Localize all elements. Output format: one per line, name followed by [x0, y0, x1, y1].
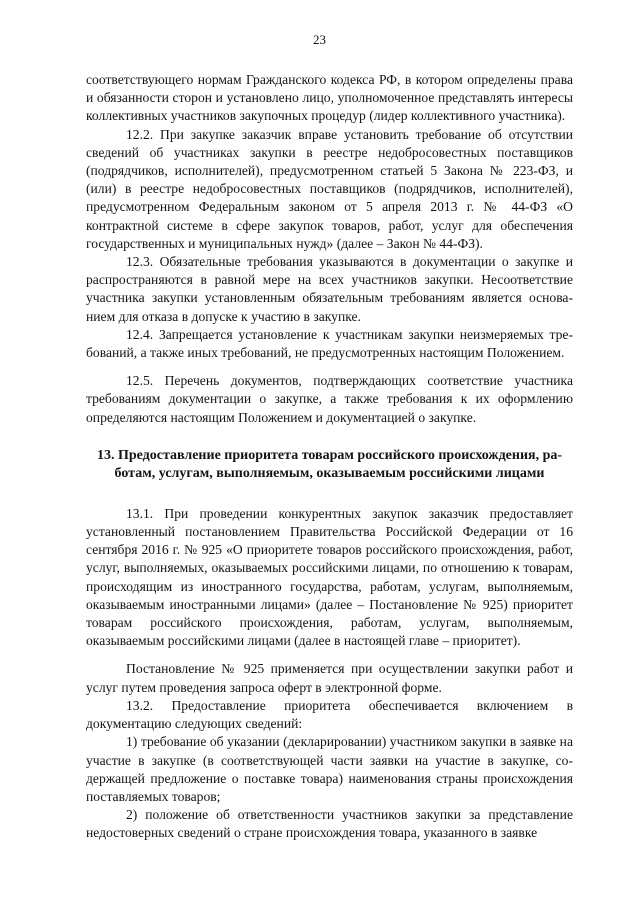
- paragraph-12-4: 12.4. Запрещается установление к участникам закупки неизмеряемых требований, а также иных требований, не предусмотренных настоящим Положением.: [86, 326, 573, 361]
- paragraph-12-5: 12.5. Перечень документов, подтверждающих соответствие участника требованиям документации о закупке, а также требования к их оформлению определяются настоящим Положением и документацией о закупке.: [86, 373, 573, 425]
- body-text: [86, 71, 573, 843]
- paragraph-resolution-925: Постановление № 925 применяется при осуществлении закупки работ и услуг путем проведения запроса оферт в электронной форме.: [86, 661, 573, 695]
- paragraph-12-3: 12.3. Обязательные требования указываются в документации о закупке и распространяются в равной мере на всех участников закупки. Несоответствие участника закупки установленным обязательным требованиям является основанием для отказа в допуске к участию в закупке.: [86, 254, 573, 324]
- paragraph-13-2: 13.2. Предоставление приоритета обеспечивается включением в документацию следующих сведений:: [86, 697, 573, 732]
- section-heading: 13. Предоставление приоритета товарам российского происхождения, работам, услугам, выполняемым, оказываемым российскими лицами: [96, 447, 563, 482]
- paragraph-13-1: 13.1. При проведении конкурентных закупок заказчик предоставляет установленный постановлением Правительства Российской Федерации от 16 сентября 2016 г. № 925 «О приоритете товаров российского происхождения, работ, услуг, выполняемых, оказываемых российскими лицами, по отношению к товарам, происходящим из иностранного государства, работам, услугам, выполняемым, оказываемым иностранными лицами» (далее – Постановление № 925) приоритет товарам российского происхождения, работам, услугам, выполняемым, оказываемым российскими лицами (далее в настоящей главе – приоритет).: [86, 505, 573, 649]
- list-item-2: 2) положение об ответственности участников закупки за представление недостоверных сведений о стране происхождения товара, указанного в заявке: [86, 807, 573, 841]
- paragraph-12-2: 12.2. При закупке заказчик вправе установить требование об отсутствии сведений об участниках закупки в реестре недобросовестных поставщиков (подрядчиков, исполнителей), предусмотренном статьей 5 Закона № 223-ФЗ, и (или) в реестре недобросовестных поставщиков (подрядчиков, исполнителей), предусмотренном Федеральным законом от 5 апреля 2013 г. № 44-ФЗ «О контрактной системе в сфере закупок товаров, работ, услуг для обеспечения государственных и муниципальных нужд» (далее – Закон № 44-ФЗ).: [86, 126, 573, 251]
- paragraph: соответствующего нормам Гражданского кодекса РФ, в котором определены права и обязанности сторон и установлено лицо, уполномоченное представлять интересы коллективных участников закупочных процедур (лидер коллективного участника).: [86, 72, 573, 124]
- page-number: 23: [313, 32, 326, 47]
- list-item-1: 1) требование об указании (декларировании) участником закупки в заявке на участие в закупке (в соответствующей части заявки на участие в закупке, содержащей предложение о поставке товара) наименования страны происхождения поставляемых товаров;: [86, 734, 573, 804]
